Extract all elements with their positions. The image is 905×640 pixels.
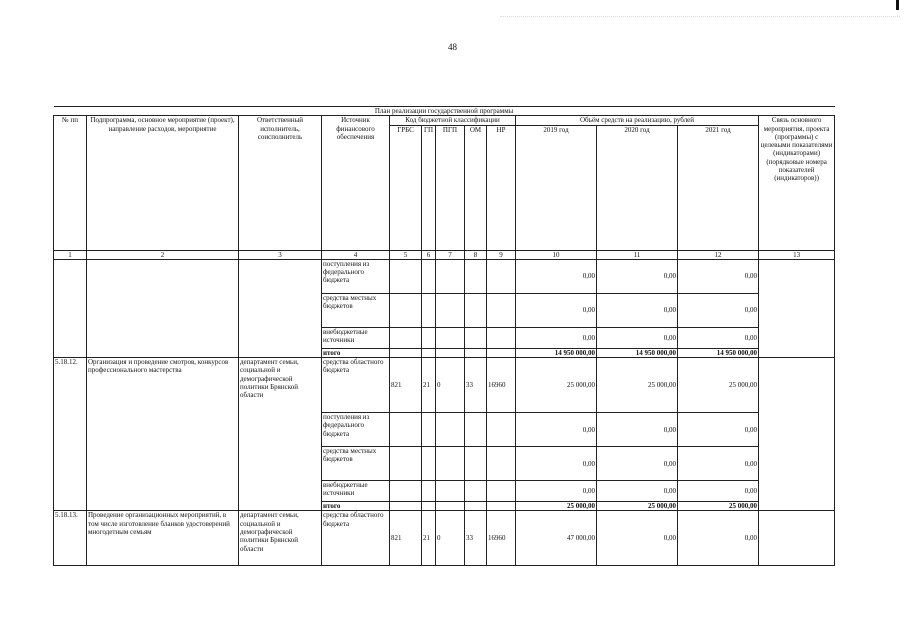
cell-2021: 0,00 [678,511,759,566]
cell-2021: 0,00 [678,413,759,447]
column-number: 7 [436,250,465,259]
cell-2019: 0,00 [516,327,597,348]
header-2020: 2020 год [597,125,678,250]
cell-2021: 14 950 000,00 [678,348,759,357]
cell-grbs: 821 [390,358,422,413]
cell-om: 33 [465,358,487,413]
column-number: 10 [516,250,597,259]
header-grbs: ГРБС [390,125,422,250]
header-om: ОМ [465,125,487,250]
cell-2020: 0,00 [597,511,678,566]
cell-2019: 0,00 [516,293,597,327]
cell-nr: 16960 [487,511,516,566]
cell-num [54,259,87,357]
cell-2020: 0,00 [597,327,678,348]
header-nr: НР [487,125,516,250]
header-name: Подпрограмма, основное мероприятие (проект), направление расходов, мероприятие [87,116,239,250]
cell-source: средства местных бюджетов [322,293,390,327]
cell-2019: 25 000,00 [516,358,597,413]
cell-num: 5.18.13. [54,511,87,566]
table-title: План реализации государственной программы [54,107,835,116]
table-row [54,511,835,566]
column-number: 6 [422,250,436,259]
header-budget-code: Код бюджетной классификации [390,116,516,125]
cell-2020: 25 000,00 [597,358,678,413]
scan-artifact [500,16,900,19]
header-volume: Объём средств на реализацию, рублей [516,116,759,125]
cell-source: средства областного бюджета [322,511,390,566]
column-number: 5 [390,250,422,259]
cell-name: Организация и проведение смотров, конкурсов профессионального мастерства [87,358,239,511]
cell-2019: 0,00 [516,413,597,447]
header-link: Связь основного мероприятия, проекта (программы) с целевыми показателями (индикаторами) (порядковые номера показателей (индикаторов)) [759,116,835,250]
column-number: 2 [87,250,239,259]
scan-edge-mark [896,0,899,10]
cell-2021: 0,00 [678,259,759,293]
cell-source: внебюджетные источники [322,481,390,502]
cell-source: итого [322,348,390,357]
cell-2021: 0,00 [678,447,759,481]
cell-2021: 25 000,00 [678,502,759,511]
cell-2020: 25 000,00 [597,502,678,511]
cell-name [87,259,239,357]
header-gp: ГП [422,125,436,250]
cell-2019: 0,00 [516,447,597,481]
header-pgp: ПГП [436,125,465,250]
column-number: 3 [239,250,322,259]
page-number: 48 [448,42,457,52]
cell-nr: 16960 [487,358,516,413]
cell-2019: 0,00 [516,481,597,502]
cell-pgp: 0 [436,511,465,566]
cell-responsible [239,259,322,357]
column-number: 1 [54,250,87,259]
cell-source: средства местных бюджетов [322,447,390,481]
cell-2019: 0,00 [516,259,597,293]
cell-source: итого [322,502,390,511]
cell-2021: 25 000,00 [678,358,759,413]
cell-gp: 21 [422,511,436,566]
column-number: 8 [465,250,487,259]
header-source: Источник финансового обеспечения [322,116,390,250]
cell-responsible: департамент семьи, социальной и демографической политики Брянской области [239,358,322,511]
cell-source: внебюджетные источники [322,327,390,348]
program-plan-table [53,106,835,566]
cell-om: 33 [465,511,487,566]
cell-2020: 0,00 [597,413,678,447]
cell-2020: 0,00 [597,293,678,327]
column-number: 4 [322,250,390,259]
cell-pgp: 0 [436,358,465,413]
header-2021: 2021 год [678,125,759,250]
column-number: 12 [678,250,759,259]
cell-source: средства областного бюджета [322,358,390,413]
cell-source: поступления из федерального бюджета [322,259,390,293]
cell-gp: 21 [422,358,436,413]
cell-name: Проведение организационных мероприятий, в том числе изготовление бланков удостоверений многодетным семьям [87,511,239,566]
cell-2020: 0,00 [597,259,678,293]
column-number: 9 [487,250,516,259]
cell-2019: 14 950 000,00 [516,348,597,357]
header-num: № пп [54,116,87,250]
cell-grbs: 821 [390,511,422,566]
cell-num: 5.18.12. [54,358,87,511]
cell-2019: 25 000,00 [516,502,597,511]
cell-link [759,259,835,357]
cell-2019: 47 000,00 [516,511,597,566]
cell-source: поступления из федерального бюджета [322,413,390,447]
table-row [54,358,835,413]
column-numbers-row [54,250,835,259]
cell-responsible: департамент семьи, социальной и демографической политики Брянской области [239,511,322,566]
cell-2020: 0,00 [597,481,678,502]
column-number: 13 [759,250,835,259]
cell-2021: 0,00 [678,293,759,327]
table-row [54,259,835,293]
cell-2021: 0,00 [678,481,759,502]
header-row [54,116,835,125]
column-number: 11 [597,250,678,259]
header-2019: 2019 год [516,125,597,250]
header-responsible: Ответственный исполнитель, соисполнитель [239,116,322,250]
cell-2020: 14 950 000,00 [597,348,678,357]
cell-link [759,511,835,566]
cell-2021: 0,00 [678,327,759,348]
cell-2020: 0,00 [597,447,678,481]
cell-link [759,358,835,511]
table-title-row [54,107,835,116]
